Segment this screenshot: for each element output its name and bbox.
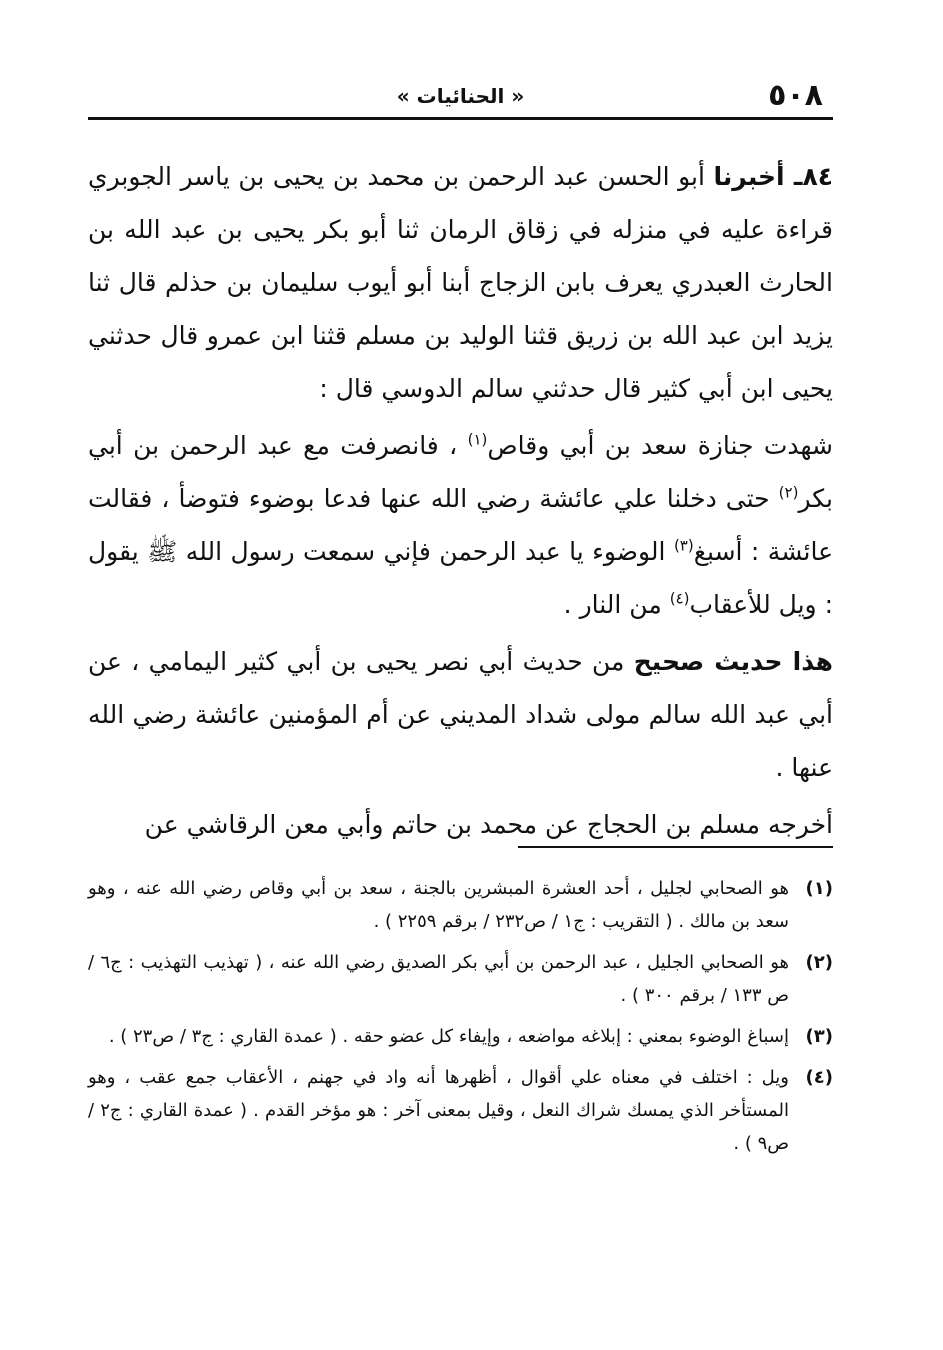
- matn-paragraph: [88, 419, 833, 631]
- footnote-ref-1[interactable]: (١): [467, 430, 488, 449]
- verdict-text: من حديث أبي نصر يحيى بن أبي كثير اليمامي ، عن أبي عبد الله سالم مولى شداد المديني عن أم المؤمنين عائشة رضي الله عنها .: [88, 647, 833, 782]
- matn-part-4: الوضوء يا عبد الرحمن فإني سمعت رسول الله ﷺ يقول : ويل للأعقاب: [88, 537, 833, 619]
- takhrij-text: أخرجه مسلم بن الحجاج عن محمد بن حاتم وأبي معن الرقاشي عن: [144, 810, 833, 839]
- matn-part-1: شهدت جنازة سعد بن أبي وقاص: [487, 431, 834, 460]
- footnote-number: (٢): [805, 952, 833, 973]
- matn-part-5: من النار .: [563, 590, 662, 619]
- isnad-paragraph: [88, 150, 833, 415]
- main-text: [88, 150, 833, 851]
- footnote-3: [88, 1020, 833, 1053]
- footnote-2: [88, 946, 833, 1012]
- verdict-lead: هذا حديث صحيح: [633, 647, 833, 676]
- footnote-4: [88, 1061, 833, 1160]
- footnote-ref-2[interactable]: (٢): [778, 483, 799, 502]
- footnote-text: هو الصحابي الجليل ، عبد الرحمن بن أبي بكر الصديق رضي الله عنه ، ( تهذيب التهذيب : ج٦ / ص ١٣٣ / برقم ٣٠٠ ) .: [88, 952, 789, 1006]
- footnote-text: إسباغ الوضوء بمعني : إبلاغه مواضعه ، وإيفاء كل عضو حقه . ( عمدة القاري : ج٣ / ص٢٣ ) .: [108, 1026, 789, 1047]
- footnote-separator: [518, 846, 833, 848]
- hadith-number-lead: ٨٤ـ أخبرنا: [713, 162, 833, 191]
- footnote-1: [88, 872, 833, 938]
- isnad-text: أبو الحسن عبد الرحمن بن محمد بن يحيى بن ياسر الجوبري قراءة عليه في منزله في زقاق الرمان ثنا أبو بكر يحيى بن عبد الله بن الحارث العبدري يعرف بابن الزجاج أبنا أبو أيوب سليمان بن حذلم قال ثنا يزيد ابن عبد الله بن زريق قثنا الوليد بن مسلم قثنا ابن عمرو قال حدثني يحيى ابن أبي كثير قال حدثني سالم الدوسي قال :: [88, 162, 833, 403]
- page-number: ٥٠٨: [768, 78, 823, 113]
- footnote-number: (٣): [805, 1026, 833, 1047]
- footnote-text: ويل : اختلف في معناه علي أقوال ، أظهرها أنه واد في جهنم ، الأعقاب جمع عقب ، وهو المستأخر الذي يمسك شراك النعل ، وقيل بمعنى آخر : هو مؤخر القدم . ( عمدة القاري : ج٢ / ص٩ ) .: [88, 1067, 789, 1154]
- matn-part-3: حتى دخلنا علي عائشة رضي الله عنها فدعا بوضوء فتوضأ ، فقالت عائشة : أسبغ: [88, 484, 833, 566]
- footnote-ref-4[interactable]: (٤): [669, 589, 690, 608]
- footnote-number: (٤): [805, 1067, 833, 1088]
- page-header: [88, 78, 833, 118]
- takhrij-paragraph: [88, 798, 833, 851]
- footnote-text: هو الصحابي لجليل ، أحد العشرة المبشرين بالجنة ، سعد بن أبي وقاص رضي الله عنه ، وهو سعد بن مالك . ( التقريب : ج١ / ص٢٣٢ / برقم ٢٢٥٩ ) .: [88, 878, 789, 932]
- footnote-number: (١): [805, 878, 833, 899]
- footnotes: [88, 872, 833, 1168]
- footnote-ref-3[interactable]: (٣): [673, 536, 694, 555]
- running-title: « الحنائيات »: [396, 84, 525, 108]
- verdict-paragraph: [88, 635, 833, 794]
- header-rule: [88, 117, 833, 120]
- matn-part-2: ، فانصرفت مع عبد الرحمن بن أبي بكر: [88, 431, 833, 513]
